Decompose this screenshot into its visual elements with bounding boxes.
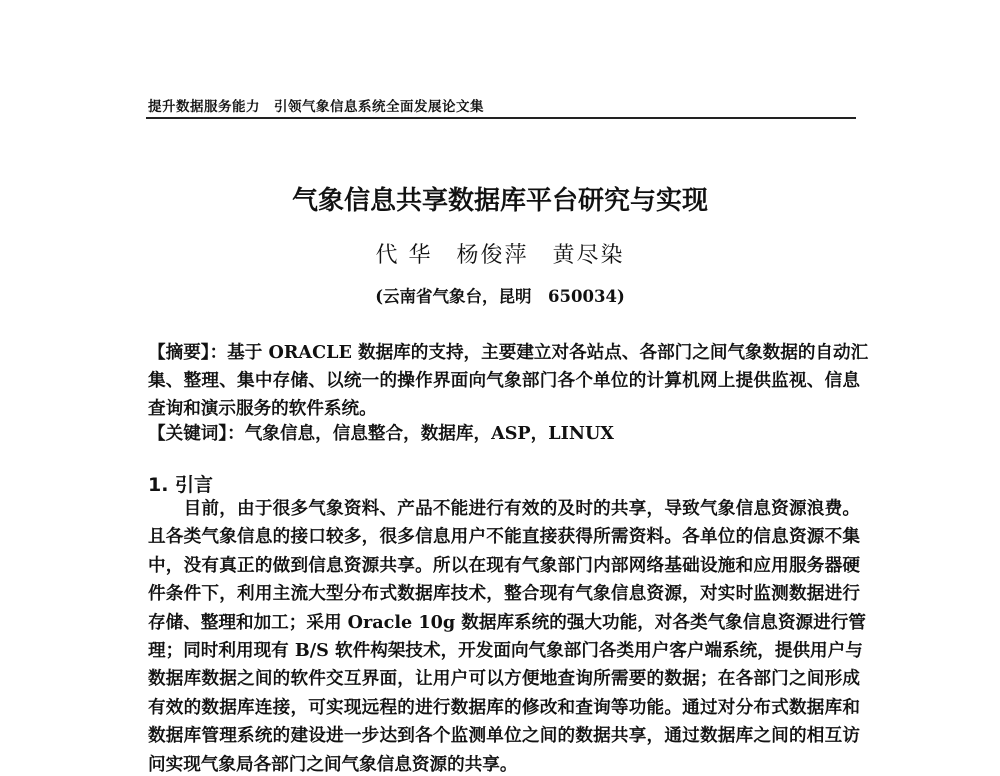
paper-title: 气象信息共享数据库平台研究与实现 (291, 186, 708, 216)
keywords-line (148, 420, 860, 445)
body-line: 数据库管理系统的建设进一步达到各个监测单位之间的数据共享，通过数据库之间的相互访 (148, 725, 860, 747)
body-line: 存储、整理和加工；采用 Oracle 10g 数据库系统的强大功能，对各类气象信息资源进行管 (148, 611, 866, 633)
abstract-label: 【摘要】 (148, 343, 210, 363)
abstract-line: 集、整理、集中存储、以统一的操作界面向气象部门各个单位的计算机网上提供监视、信息 (148, 370, 860, 391)
body-line: 数据库数据之间的软件交互界面，让用户可以方便地查询所需要的数据；在各部门之间形成 (148, 668, 860, 690)
header-rule (146, 117, 856, 119)
body-line: 理；同时利用现有 B/S 软件构架技术，开发面向气象部门各类用户客户端系统，提供用户与 (148, 640, 863, 661)
body-line: 问实现气象局各部门之间气象信息资源的共享。 (148, 753, 518, 775)
body-line: 有效的数据库连接，可实现远程的进行数据库的修改和查询等功能。通过对分布式数据库和 (148, 696, 860, 718)
keywords-label: 【关键词】 (148, 424, 228, 444)
abstract-text: ：基于 ORACLE 数据库的支持，主要建立对各站点、各部门之间气象数据的自动汇 (209, 342, 869, 363)
authors: 代 华 杨俊萍 黄尽染 (375, 243, 625, 268)
body-line: 且各类气象信息的接口较多，很多信息用户不能直接获得所需资料。各单位的信息资源不集 (148, 526, 860, 548)
abstract-line (148, 339, 869, 364)
affiliation: (云南省气象台，昆明 650034) (375, 287, 625, 306)
running-header: 提升数据服务能力 引领气象信息系统全面发展论文集 (148, 99, 484, 115)
body-line: 中，没有真正的做到信息资源共享。所以在现有气象部门内部网络基础设施和应用服务器硬 (148, 554, 860, 576)
body-line: 件条件下，利用主流大型分布式数据库技术，整合现有气象信息资源，对实时监测数据进行 (148, 583, 860, 605)
section-heading: 1. 引言 (148, 474, 214, 496)
keywords-text: ：气象信息，信息整合，数据库，ASP，LINUX (227, 423, 614, 444)
body-line: 目前，由于很多气象资料、产品不能进行有效的及时的共享，导致气象信息资源浪费。 (148, 498, 860, 519)
abstract-line: 查询和演示服务的软件系统。 (148, 398, 377, 419)
